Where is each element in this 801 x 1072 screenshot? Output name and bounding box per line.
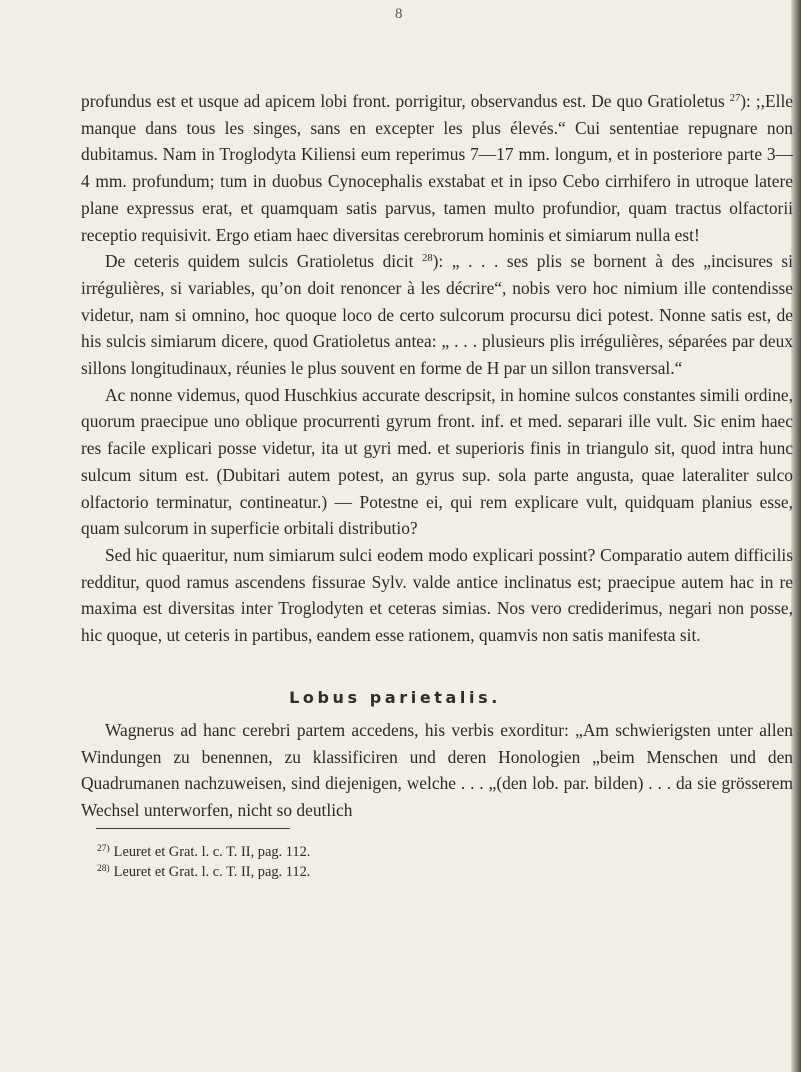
paragraph-text: De ceteris quidem sulcis Gratioletus dicit bbox=[105, 251, 414, 272]
footnote-reference: 27 bbox=[729, 93, 741, 104]
paragraph-text: ): ;,Elle manque dans tous les singes, sans en excepter les plus élevés.“ Cui sententiae repugnare non dubitamus. Nam in Troglodyta Kiliensi eum reperimus 7—17 mm. longum, et in posteriore parte 3—4 mm. profundum; tum in duobus Cynocephalis exstabat et in ipso Cebo cirrhifero in utroque latere plane expressus erat, et quamquam satis parvus, tamen multo profundior, quam tractus olfactorii receptio requisivit. Ergo etiam haec diversitas cerebrorum hominis et simiarum nulla est! bbox=[81, 91, 793, 245]
footnote-divider bbox=[96, 828, 290, 829]
footnote-reference: 28 bbox=[422, 253, 433, 265]
footnote-mark: 28) bbox=[97, 864, 110, 874]
footnote bbox=[97, 861, 310, 881]
page-number: 8 bbox=[395, 6, 403, 22]
footnote-text: Leuret et Grat. l. c. T. II, pag. 112. bbox=[113, 844, 311, 860]
footnotes bbox=[97, 841, 310, 881]
footnote-text: Leuret et Grat. l. c. T. II, pag. 112. bbox=[113, 864, 311, 880]
footnote bbox=[97, 841, 310, 861]
paragraph-text: Wagnerus ad hanc cerebri partem accedens, his verbis exorditur: „Am schwierigsten unter allen Windungen zu benennen, zu klassificiren und deren Honologien „beim Menschen und den Quadrumanen nachzuweisen, sind diejenigen, welche . . . „(den lob. par. bilden) . . . da sie grösserem Wechsel unterworfen, nicht so deutlich bbox=[81, 720, 793, 821]
main-text-block bbox=[81, 88, 793, 649]
paragraph bbox=[81, 248, 793, 382]
section-text-block bbox=[81, 717, 793, 824]
paragraph bbox=[81, 382, 793, 542]
paragraph bbox=[81, 717, 793, 824]
section-heading: Lobus parietalis. bbox=[289, 688, 501, 707]
paragraph-text: ): „ . . . ses plis se bornent à des „incisures si irrégulières, si variables, qu’on doit renoncer à les décrire“, nobis vero hoc nimium ille contendisse videtur, nam si omnino, hoc quoque loco de certo sulcorum procursu dici potest. Nonne satis est, de his sulcis simiarum dicere, quod Gratioletus antea: „ . . . plusieurs plis irrégulières, séparées par deux sillons longitudinaux, réunies le plus souvent en forme de H par un sillon transversal.“ bbox=[81, 251, 794, 379]
paragraph bbox=[81, 542, 793, 649]
paragraph bbox=[81, 88, 793, 248]
paragraph-text: profundus est et usque ad apicem lobi front. porrigitur, observandus est. De quo Gratioletus bbox=[81, 91, 725, 111]
paragraph-text: Ac nonne videmus, quod Huschkius accurate descripsit, in homine sulcos constantes simili ordine, quorum praecipue uno oblique procurrenti gyrum front. inf. et med. separari ille vult. Sic enim haec res facile explicari posse videtur, ita ut gyri med. et superioris finis in triangulo sit, quod intra hunc sulcum situm est. (Dubitari autem potest, an gyrus sup. sola parte angusta, quae lateraliter sulco olfactorio terminatur, contineatur.) — Potestne ei, qui rem explicare vult, quidquam planius esse, quam sulcorum in superficie orbitali distributio? bbox=[81, 384, 793, 539]
paragraph-text: Sed hic quaeritur, num simiarum sulci eodem modo explicari possint? Comparatio autem difficilis redditur, quod ramus ascendens fissurae Sylv. valde antice inclinatus est; praecipue autem hac in re maxima est diversitas inter Troglodyten et ceteras simias. Nos vero crediderimus, negari non posse, hic quoque, ut ceteris in partibus, eandem esse rationem, quamvis non satis manifesta sit. bbox=[81, 544, 793, 646]
footnote-mark: 27) bbox=[97, 844, 110, 854]
